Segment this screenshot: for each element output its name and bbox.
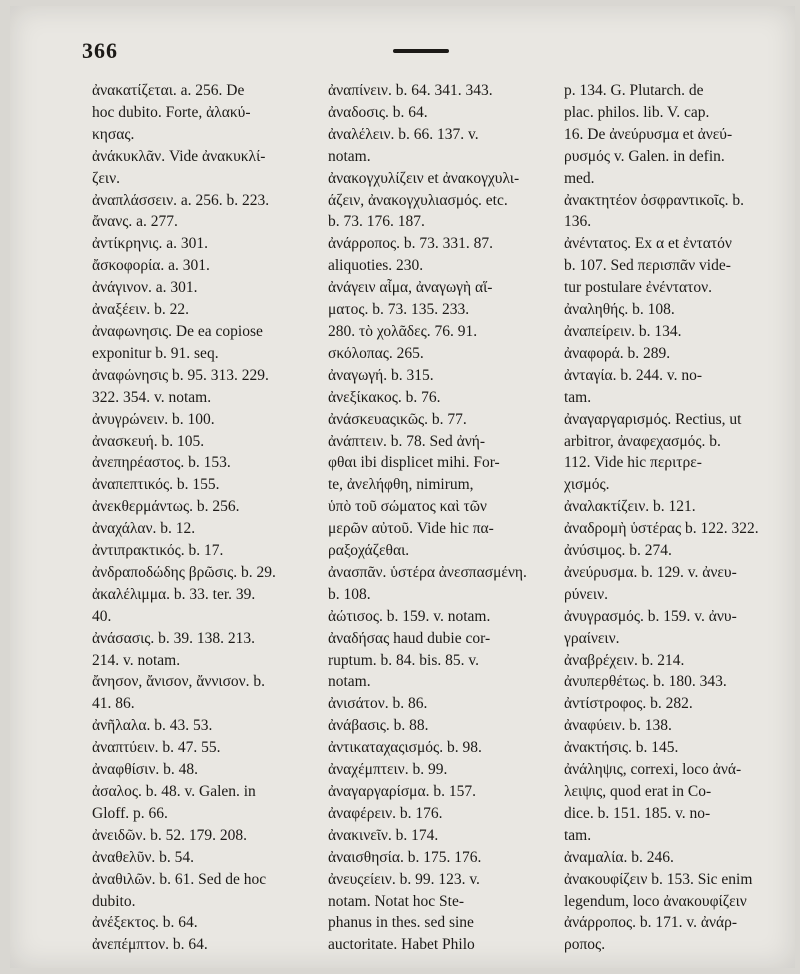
text-line: ἀώτισος. b. 159. v. notam. [328, 607, 491, 625]
text-line: 214. v. notam. [92, 651, 181, 669]
text-line: ἀναισθησία. b. 175. 176. [328, 848, 482, 866]
text-line: ἀνέξεκτος. b. 64. [92, 914, 198, 932]
text-line: ἀνυγρώνειν. b. 100. [92, 410, 215, 428]
text-line: ἀναπλάσσειν. a. 256. b. 223. [92, 191, 270, 209]
text-line: ἀνάσασις. b. 39. 138. 213. [92, 629, 256, 647]
text-line: p. 134. G. Plutarch. de [564, 82, 704, 99]
text-line: ἀναγωγή. b. 315. [328, 366, 434, 384]
text-line: ἄσκοφορία. a. 301. [92, 257, 210, 275]
text-line: ἀνάσκευαςικῶς. b. 77. [328, 410, 467, 428]
text-line: άζειν, ἀνακογχυλιασμός. etc. [328, 191, 508, 209]
text-line: ἄνησον, ἄνισον, ἄννισον. b. [92, 673, 266, 691]
text-line: 112. Vide hic περιτρε- [564, 454, 702, 472]
text-line: ἀνάρροπος. b. 73. 331. 87. [328, 235, 494, 253]
text-line: ἀναφθίσιν. b. 48. [92, 761, 198, 779]
text-line: 136. [564, 213, 592, 231]
text-line: χισμός. [564, 476, 610, 494]
text-line: exponitur b. 91. seq. [92, 344, 219, 362]
text-line: ἀντίστροφος. b. 282. [564, 695, 693, 713]
text-line: ἀναχέμπτειν. b. 99. [328, 761, 448, 779]
text-line: ἀνέντατος. Ex α et ἐντατόν [564, 235, 732, 253]
text-line: ἀκαλέλιμμα. b. 33. ter. 39. [92, 585, 256, 603]
text-line: ρυσμός v. Galen. in defin. [564, 147, 725, 165]
text-line: ἀναθελῦν. b. 54. [92, 848, 195, 866]
text-line: ἀνάληψις, correxi, loco ἀνά- [564, 761, 742, 779]
text-line: ἀναπείρειν. b. 134. [564, 322, 682, 340]
text-line: ἀνάκυκλᾶν. Vide ἀνακυκλί- [92, 147, 266, 165]
text-line: 322. 354. v. notam. [92, 388, 212, 406]
text-line: dice. b. 151. 185. v. no- [564, 804, 711, 822]
text-line: tur postulare ἐνέντατον. [564, 279, 713, 297]
text-line: κησας. [92, 125, 135, 143]
text-line: ἀνάγειν αἷμα, ἀναγωγὴ αἵ- [328, 279, 493, 297]
text-line: μερῶν αὐτοῦ. Vide hic πα- [328, 520, 494, 538]
text-line: ἀνεκθερμάντως. b. 256. [92, 498, 240, 516]
text-line: ἀναφορά. b. 289. [564, 344, 671, 362]
text-line: ἀναδοσις. b. 64. [328, 103, 428, 121]
text-line: aliquoties. 230. [328, 257, 424, 275]
text-column-left [92, 80, 312, 956]
text-line: ὑπὸ τοῦ σώματος καὶ τῶν [328, 498, 487, 516]
text-line: med. [564, 169, 595, 187]
text-line: te, ἀνελήφθη, nimirum, [328, 476, 474, 494]
text-line: notam. [328, 673, 371, 691]
text-line: ἀνάγινον. a. 301. [92, 279, 198, 297]
text-line: tam. [564, 388, 592, 406]
text-line: ἀναδήσας haud dubie cor- [328, 629, 491, 647]
text-line: ἀναθιλῶν. b. 61. Sed de hoc [92, 870, 267, 888]
text-line: b. 107. Sed περισπᾶν vide- [564, 257, 731, 275]
text-line: ἀνακατίζεται. a. 256. De [92, 82, 245, 99]
text-line: ἀναλακτίζειν. b. 121. [564, 498, 696, 516]
text-line: ἀναφύειν. b. 138. [564, 717, 672, 735]
text-line: ἀντίκρηνις. a. 301. [92, 235, 209, 253]
text-line: ἀναφέρειν. b. 176. [328, 804, 443, 822]
text-line: γραίνειν. [564, 629, 620, 647]
text-line: ρύνειν. [564, 585, 608, 603]
text-line: notam. [328, 147, 371, 165]
text-line: ἀναπίνειν. b. 64. 341. 343. [328, 82, 493, 99]
text-line: Gloff. p. 66. [92, 804, 168, 822]
text-line: ἀνυπερθέτως. b. 180. 343. [564, 673, 727, 691]
header-rule [393, 49, 449, 53]
page-number: 366 [82, 38, 118, 63]
text-line: ἀναβρέχειν. b. 214. [564, 651, 685, 669]
text-line: ἀναλέλειν. b. 66. 137. v. [328, 125, 479, 143]
text-line: ἀναγαργαρίσμα. b. 157. [328, 783, 476, 800]
text-line: dubito. [92, 892, 136, 910]
text-line: ζειν. [92, 169, 120, 187]
text-line: 16. De ἀνεύρυσμα et ἀνεύ- [564, 125, 733, 143]
text-line: auctoritate. Habet Philo [328, 936, 475, 954]
text-line: ἀνευςείειν. b. 99. 123. v. [328, 870, 480, 888]
text-line: ἀνασπᾶν. ὑστέρα ἀνεσπασμένη. [328, 563, 527, 581]
text-line: ruptum. b. 84. bis. 85. v. [328, 651, 479, 669]
text-line: ἀναχάλαν. b. 12. [92, 520, 196, 538]
text-line: ἀνασκευή. b. 105. [92, 432, 205, 450]
text-column-middle [328, 80, 544, 956]
text-line: ἀντικαταχαςισμός. b. 98. [328, 739, 482, 757]
text-line: ροπος. [564, 936, 606, 954]
text-line: tam. [564, 826, 592, 844]
text-line: ἀναπεπτικός. b. 155. [92, 476, 220, 494]
text-line: ἀνισάτον. b. 86. [328, 695, 428, 713]
text-line: σκόλοπας. 265. [328, 344, 424, 362]
text-line: phanus in thes. sed sine [328, 914, 474, 932]
text-line: λειψις, quod erat in Co- [564, 783, 712, 800]
text-line: ἀναφωνησις. De ea copiose [92, 322, 263, 340]
text-line: ἀνδραποδώδης βρῶσις. b. 29. [92, 563, 276, 581]
text-line: ἀναληθής. b. 108. [564, 301, 675, 319]
text-line: ἀναφώνησις b. 95. 313. 229. [92, 366, 269, 384]
text-line: ἀνῆλαλα. b. 43. 53. [92, 717, 213, 735]
text-line: ἀνυγρασμός. b. 159. v. ἀνυ- [564, 607, 737, 625]
text-line: arbitror, ἀναφεχασμός. b. [564, 432, 721, 450]
text-line: ἀνεπηρέαστος. b. 153. [92, 454, 231, 472]
text-line: ἀνειδῶν. b. 52. 179. 208. [92, 826, 247, 844]
text-line: ἀναπτύειν. b. 47. 55. [92, 739, 221, 757]
text-line: ἀναδρομὴ ὑστέρας b. 122. 322. [564, 520, 759, 538]
text-line: ἀνάρροπος. b. 171. v. ἀνάρ- [564, 914, 738, 932]
text-line: 280. τὸ χολᾶδες. 76. 91. [328, 322, 478, 340]
text-line: ἀναξέειν. b. 22. [92, 301, 189, 319]
text-line: 40. [92, 607, 112, 625]
text-line: plac. philos. lib. V. cap. [564, 103, 710, 121]
book-page [10, 6, 795, 968]
text-line: notam. Notat hoc Ste- [328, 892, 465, 910]
text-line: b. 108. [328, 585, 371, 603]
text-line: ἀνακτήσις. b. 145. [564, 739, 679, 757]
text-line: ἀνακτητέον ὀσφραντικοῖς. b. [564, 191, 744, 209]
text-line: ἀνακουφίζειν b. 153. Sic enim [564, 870, 753, 888]
text-line: φθαι ibi displicet mihi. For- [328, 454, 500, 472]
text-line: ἀνάπτειν. b. 78. Sed ἀνή- [328, 432, 486, 450]
text-line: ἀναμαλία. b. 246. [564, 848, 674, 866]
text-line: ραξοχάζεθαι. [328, 542, 410, 560]
text-line: ἀνεπέμπτον. b. 64. [92, 936, 208, 954]
text-line: legendum, loco ἀνακουφίζειν [564, 892, 747, 910]
text-line: ἀνταγία. b. 244. v. no- [564, 366, 703, 384]
text-line: ἀνύσιμος. b. 274. [564, 542, 672, 560]
text-line: hoc dubito. Forte, ἀλακύ- [92, 103, 251, 121]
text-line: ἀσαλος. b. 48. v. Galen. in [92, 783, 256, 800]
text-line: ἀνακογχυλίζειν et ἀνακογχυλι- [328, 169, 520, 187]
text-line: ἀντιπρακτικός. b. 17. [92, 542, 224, 560]
text-line: ἀναγαργαρισμός. Rectius, ut [564, 410, 742, 428]
text-line: ἀνεύρυσμα. b. 129. v. ἀνευ- [564, 563, 737, 581]
text-line: ματος. b. 73. 135. 233. [328, 301, 470, 319]
text-line: ἄνανς. a. 277. [92, 213, 178, 231]
text-line: ἀνακινεῖν. b. 174. [328, 826, 439, 844]
text-line: ἀνεξίκακος. b. 76. [328, 388, 441, 406]
text-line: ἀνάβασις. b. 88. [328, 717, 429, 735]
text-line: b. 73. 176. 187. [328, 213, 425, 231]
text-column-right [564, 80, 776, 956]
text-line: 41. 86. [92, 695, 135, 713]
